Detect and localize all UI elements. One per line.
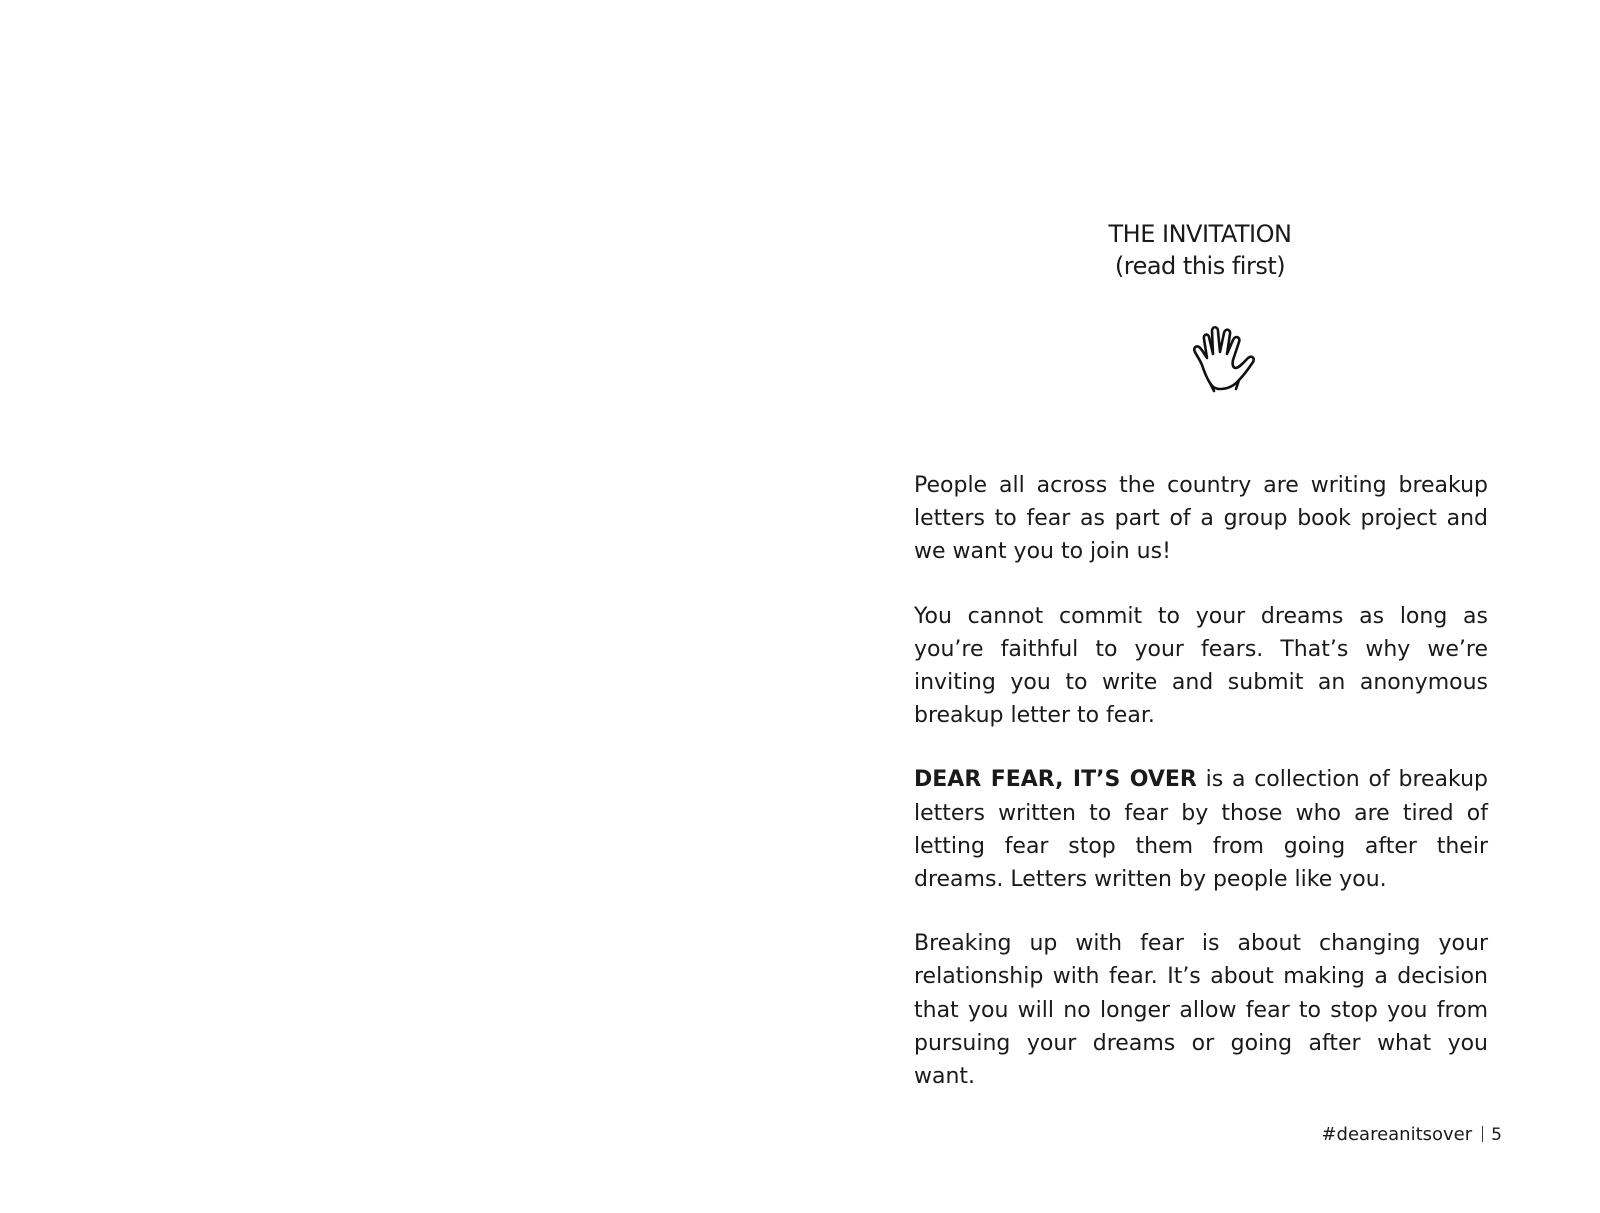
page-number: 5: [1491, 1125, 1502, 1145]
paragraph-2-text: You cannot commit to your dreams as long as you’re faithful to your fears. That’s why we’re inviting you to write and submit an anonymous breakup letter to fear.: [914, 603, 1488, 729]
page-subtitle: (read this first): [1114, 252, 1286, 280]
right-page: [800, 0, 1600, 1213]
page-title: THE INVITATION: [1108, 220, 1292, 248]
paragraph-1: [914, 469, 1488, 569]
paragraph-4-text: Breaking up with fear is about changing your relationship with fear. It’s about making a decision that you will no longer allow fear to stop you from pursuing your dreams or going after what you want.: [914, 931, 1488, 1090]
book-title-bold: DEAR FEAR, IT’S OVER: [914, 767, 1197, 793]
paragraph-3-text: is a collection of breakup letters written to fear by those who are tired of letting fear stop them from going after their dreams. Letters written by people like you.: [914, 767, 1488, 893]
paragraph-3: [914, 763, 1488, 896]
paragraph-2: [914, 600, 1488, 733]
paragraph-1-text: People all across the country are writing breakup letters to fear as part of a group book project and we want you to join us!: [914, 473, 1488, 565]
title-block: [846, 218, 1554, 282]
body-text: [914, 469, 1488, 1093]
footer-hashtag: #deareanitsover: [1321, 1124, 1473, 1145]
page-footer: [1321, 1124, 1502, 1145]
raised-hand-icon: [1192, 325, 1258, 393]
footer-divider: [1482, 1126, 1483, 1142]
paragraph-4: [914, 927, 1488, 1093]
